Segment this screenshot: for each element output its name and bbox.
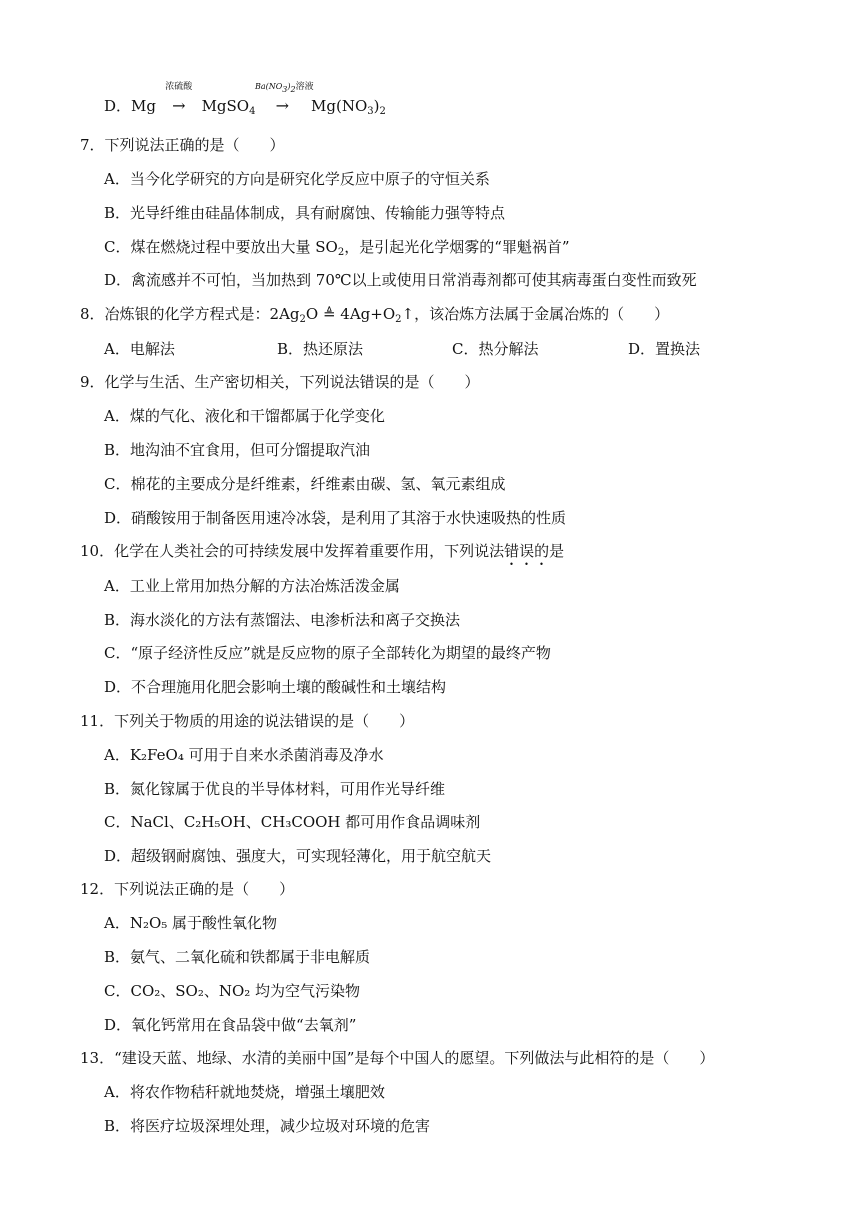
q11-option-a: A．K₂FeO₄ 可用于自来水杀菌消毒及净水 xyxy=(104,746,384,764)
q7-c-pre: C．煤在燃烧过程中要放出大量 SO xyxy=(104,238,338,256)
q12-option-a: A．N₂O₅ 属于酸性氧化物 xyxy=(104,914,278,932)
q11-option-b: B．氮化镓属于优良的半导体材料，可用作光导纤维 xyxy=(104,780,446,798)
mgno3-formula: $Mg(NO_3)_2$ xyxy=(311,97,386,117)
q10-stem-post: 是 xyxy=(549,542,565,560)
q8-option-b: B．热还原法 xyxy=(277,340,364,358)
q8-stem-mid: O ≜ 4Ag+O xyxy=(305,305,396,323)
q8-stem: 8．冶炼银的化学方程式是：$2Ag_2O$ ≜ $4Ag+O_2↑$，该冶炼方法属于金属冶炼的（ ） xyxy=(80,305,670,325)
q10-option-b: B．海水淡化的方法有蒸馏法、电渗析法和离子交换法 xyxy=(104,611,461,629)
q11-stem: 11．下列关于物质的用途的说法错误的是（ ） xyxy=(80,712,415,730)
arrow-1-condition: 浓硫酸 xyxy=(165,82,193,92)
q9-option-d: D．硝酸铵用于制备医用速冷冰袋，是利用了其溶于水快速吸热的性质 xyxy=(104,509,567,527)
q9-option-a: A．煤的气化、液化和干馏都属于化学变化 xyxy=(104,407,385,425)
q12-stem: 12．下列说法正确的是（ ） xyxy=(80,880,295,898)
bano3-sub2: 2 xyxy=(290,85,296,94)
q12-option-d: D．氧化钙常用在食品袋中做“去氧剂” xyxy=(104,1016,357,1034)
mgno3-text: Mg(NO xyxy=(311,97,368,115)
q6-option-d xyxy=(104,82,386,117)
q9-option-c: C．棉花的主要成分是纤维素，纤维素由碳、氢、氧元素组成 xyxy=(104,475,506,493)
q8-option-d: D．置换法 xyxy=(628,340,701,358)
bano3-sub: 3 xyxy=(282,85,288,94)
q12-option-b: B．氨气、二氧化硫和铁都属于非电解质 xyxy=(104,948,371,966)
q9-option-b: B．地沟油不宜食用，但可分馏提取汽油 xyxy=(104,441,371,459)
mgso4-formula: MgSO$_4$ xyxy=(201,97,256,117)
arrow-icon: → xyxy=(172,96,186,115)
q10-option-d: D．不合理施用化肥会影响土壤的酸碱性和土壤结构 xyxy=(104,678,447,696)
q7-option-a: A．当今化学研究的方向是研究化学反应中原子的守恒关系 xyxy=(104,170,490,188)
q9-stem: 9．化学与生活、生产密切相关，下列说法错误的是（ ） xyxy=(80,373,480,391)
q13-stem: 13．“建设天蓝、地绿、水清的美丽中国”是每个中国人的愿望。下列做法与此相符的是（ ） xyxy=(80,1049,715,1067)
q7-stem: 7．下列说法正确的是（ ） xyxy=(80,136,285,154)
q8-stem-post: ↑，该冶炼方法属于金属冶炼的（ ） xyxy=(401,305,670,323)
q8-option-a: A．电解法 xyxy=(104,340,175,358)
bano3-close: ) xyxy=(287,82,291,91)
q7-c-post: ，是引起光化学烟雾的“罪魁祸首” xyxy=(344,238,570,256)
q8-stem-pre: 8．冶炼银的化学方程式是：2Ag xyxy=(80,305,300,323)
q10-stem-pre: 10．化学在人类社会的可持续发展中发挥着重要作用，下列说法 xyxy=(80,542,505,560)
reaction-arrow-2 xyxy=(254,82,314,116)
q12-option-c: C．CO₂、SO₂、NO₂ 均为空气污染物 xyxy=(104,982,361,1000)
q10-stem-emphasis: 错误的 xyxy=(504,542,550,560)
arrow-2-condition xyxy=(254,82,314,92)
bano3-solution: 溶液 xyxy=(295,82,314,92)
arrow-icon: → xyxy=(275,96,289,115)
reaction-arrow-1 xyxy=(165,82,193,116)
q8-option-c: C．热分解法 xyxy=(452,340,539,358)
q13-option-a: A．将农作物秸秆就地焚烧，增强土壤肥效 xyxy=(104,1083,385,1101)
q10-option-c: C．“原子经济性反应”就是反应物的原子全部转化为期望的最终产物 xyxy=(104,644,551,662)
q6-d-label: D．Mg xyxy=(104,97,156,115)
q7-option-d: D．禽流感并不可怕，当加热到 70℃以上或使用日常消毒剂都可使其病毒蛋白变性而致死 xyxy=(104,271,697,289)
q13-option-b: B．将医疗垃圾深埋处理，减少垃圾对环境的危害 xyxy=(104,1117,431,1135)
q11-option-c: C．NaCl、C₂H₅OH、CH₃COOH 都可用作食品调味剂 xyxy=(104,813,481,831)
q7-option-c: C．煤在燃烧过程中要放出大量 $SO_2$，是引起光化学烟雾的“罪魁祸首” xyxy=(104,238,570,258)
q7-option-b: B．光导纤维由硅晶体制成，具有耐腐蚀、传输能力强等特点 xyxy=(104,204,506,222)
q11-option-d: D．超级钢耐腐蚀、强度大，可实现轻薄化，用于航空航天 xyxy=(104,847,492,865)
q10-option-a: A．工业上常用加热分解的方法冶炼活泼金属 xyxy=(104,577,400,595)
bano3-text: Ba(NO xyxy=(254,82,283,91)
mgso4-text: MgSO xyxy=(201,97,250,115)
q10-stem xyxy=(80,541,564,569)
